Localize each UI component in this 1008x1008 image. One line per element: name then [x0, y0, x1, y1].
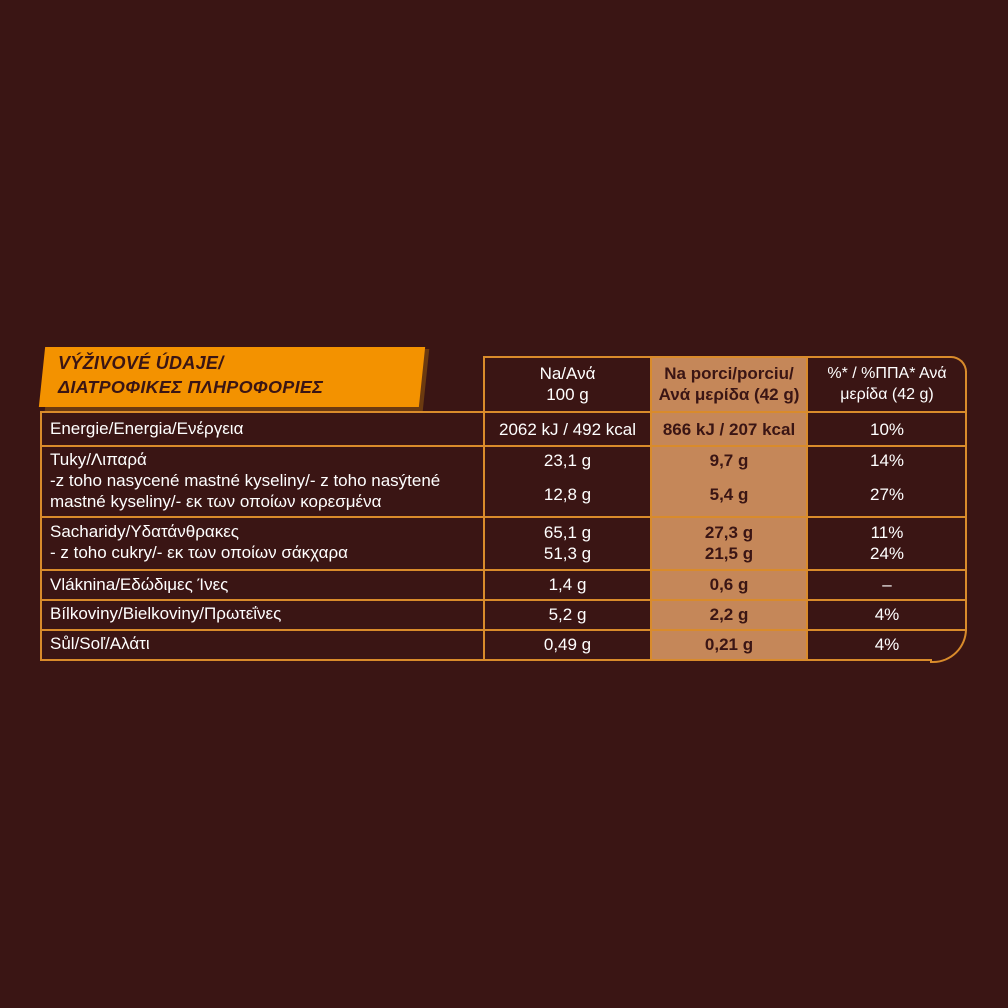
table-bottom-border: [40, 659, 932, 661]
row-divider: [40, 569, 967, 571]
protein-label: Bílkoviny/Bielkoviny/Πρωτεΐνες: [50, 604, 282, 623]
saturates-ri: 27%: [869, 485, 905, 504]
fat-per-100g: 23,1 g: [543, 451, 592, 470]
row-divider: [40, 629, 967, 631]
header-per-100g-line2: 100 g: [546, 385, 589, 404]
saturates-label-line2: mastné kyseliny/- εκ των οποίων κορεσμένα: [50, 492, 382, 511]
fibre-ri: –: [882, 575, 892, 594]
carbs-per-100g: 65,1 g: [543, 523, 592, 542]
fibre-label: Vláknina/Εδώδιμες Ίνες: [50, 575, 229, 594]
fat-per-portion: 9,7 g: [709, 451, 749, 470]
salt-per-100g: 0,49 g: [543, 635, 592, 654]
fibre-per-portion: 0,6 g: [709, 575, 749, 594]
table-left-border: [40, 411, 42, 661]
carbs-label: Sacharidy/Υδατάνθρακες: [50, 522, 239, 541]
header-per-portion-line1: Na porci/porciu/: [664, 364, 794, 383]
carbs-ri: 11%: [870, 523, 904, 542]
protein-per-portion: 2,2 g: [709, 605, 749, 624]
table-title-line1: VÝŽIVOVÉ ÚDAJE/: [58, 353, 224, 373]
energy-per-100g: 2062 kJ / 492 kcal: [498, 420, 637, 439]
salt-label: Sůl/Soľ/Αλάτι: [50, 634, 150, 653]
sugars-per-100g: 51,3 g: [543, 544, 592, 563]
header-per-portion-line2: Ανά μερίδα (42 g): [658, 385, 800, 404]
saturates-per-100g: 12,8 g: [543, 485, 592, 504]
header-per-100g-line1: Na/Ανά: [539, 364, 596, 383]
carbs-per-portion: 27,3 g: [704, 523, 754, 542]
header-ri-line1: %* / %ΠΠΑ* Ανά: [827, 365, 947, 382]
salt-ri: 4%: [874, 635, 900, 654]
header-per-100g: [485, 363, 650, 405]
saturates-per-portion: 5,4 g: [709, 485, 749, 504]
table-title: [58, 351, 418, 399]
fibre-per-100g: 1,4 g: [548, 575, 587, 594]
energy-label: Energie/Energia/Ενέργεια: [50, 419, 244, 438]
fat-label: Tuky/Λιπαρά: [50, 450, 147, 469]
protein-ri: 4%: [874, 605, 900, 624]
header-per-portion: [652, 363, 806, 405]
salt-per-portion: 0,21 g: [704, 635, 754, 654]
energy-ri: 10%: [869, 420, 905, 439]
header-reference-intake: [808, 363, 966, 405]
energy-per-portion: 866 kJ / 207 kcal: [662, 420, 796, 439]
row-divider: [40, 445, 967, 447]
row-divider: [40, 599, 967, 601]
saturates-label-line1: -z toho nasycené mastné kyseliny/- z toho nasýtené: [50, 471, 441, 490]
row-divider: [40, 516, 967, 518]
sugars-label: - z toho cukry/- εκ των οποίων σάκχαρα: [50, 543, 348, 562]
header-ri-line2: μερίδα (42 g): [840, 386, 934, 403]
table-title-line2: ΔΙΑΤΡΟΦΙΚΕΣ ΠΛΗΡΟΦΟΡΙΕΣ: [58, 377, 324, 397]
row-divider: [40, 411, 967, 413]
sugars-per-portion: 21,5 g: [704, 544, 754, 563]
table-top-border: [483, 356, 950, 358]
sugars-ri: 24%: [869, 544, 905, 563]
fat-ri: 14%: [869, 451, 905, 470]
protein-per-100g: 5,2 g: [548, 605, 587, 624]
